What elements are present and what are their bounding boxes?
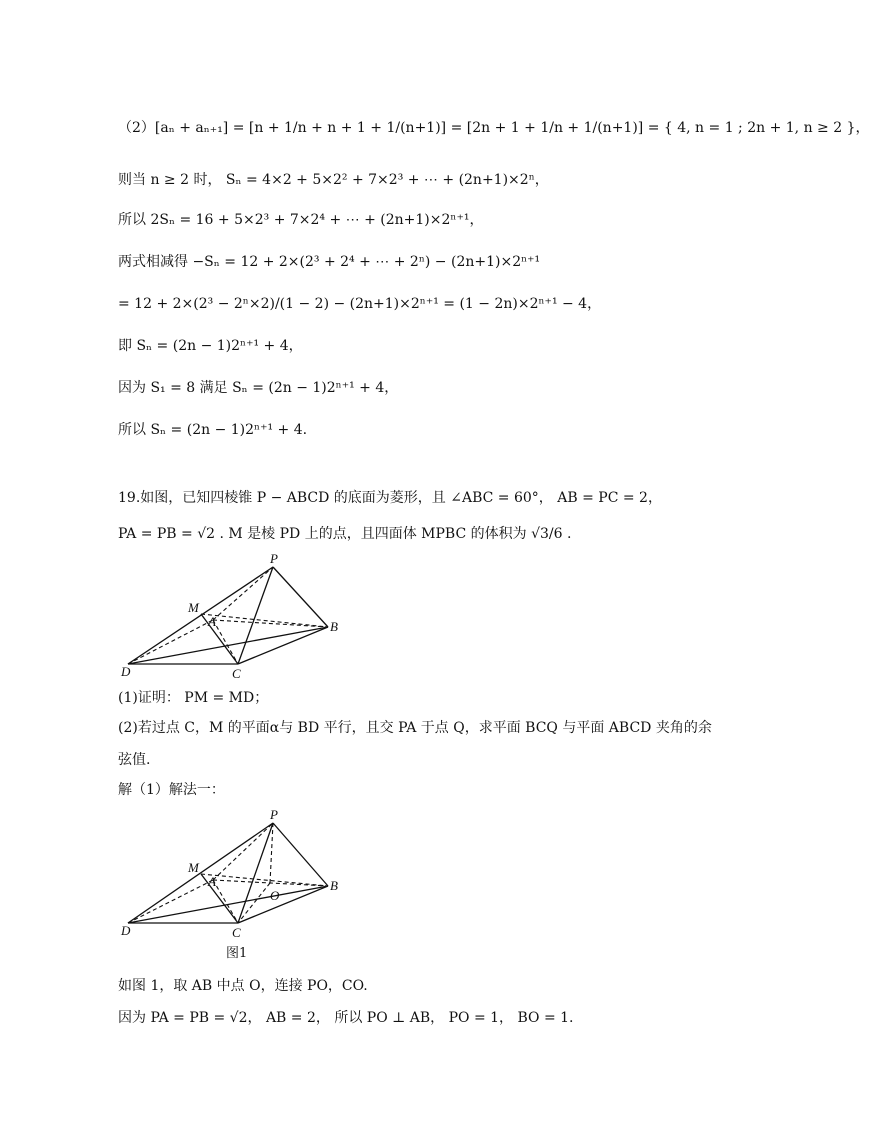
part2-line1: （2）[aₙ + aₙ₊₁] = [n + 1/n + n + 1 + 1/(n+1)] = [2n + 1 + 1/n + 1/(n+1)] = { 4, n = 1 ; 2n + 1, n ≥ 2 }，	[118, 120, 870, 136]
label-M: M	[188, 860, 199, 875]
part2-line5: = 12 + 2×(2³ − 2ⁿ×2)/(1 − 2) − (2n+1)×2ⁿ⁺¹ = (1 − 2n)×2ⁿ⁺¹ − 4，	[118, 296, 602, 312]
pyramid-figure-2	[118, 808, 358, 938]
label-B: B	[330, 878, 338, 893]
part2-line6: 即 Sₙ = (2n − 1)2ⁿ⁺¹ + 4，	[118, 338, 303, 354]
solution-heading: 解（1）解法一：	[118, 782, 225, 798]
question-2: (2)若过点 C，M 的平面α与 BD 平行，且交 PA 于点 Q，求平面 BCQ 与平面 ABCD 夹角的余	[118, 720, 712, 736]
label-B: B	[330, 619, 338, 634]
solution-line2: 因为 PA = PB = √2， AB = 2， 所以 PO ⊥ AB， PO = 1， BO = 1.	[118, 1010, 574, 1026]
label-P: P	[270, 551, 278, 566]
part2-line8: 所以 Sₙ = (2n − 1)2ⁿ⁺¹ + 4.	[118, 422, 308, 438]
problem19-line2: PA = PB = √2 . M 是棱 PD 上的点，且四面体 MPBC 的体积为 √3/6 .	[118, 526, 572, 542]
figure-caption: 图1	[226, 946, 248, 961]
part2-line7: 因为 S₁ = 8 满足 Sₙ = (2n − 1)2ⁿ⁺¹ + 4，	[118, 380, 399, 396]
label-A: A	[208, 614, 216, 629]
label-M: M	[188, 600, 199, 615]
part2-line2: 则当 n ≥ 2 时， Sₙ = 4×2 + 5×2² + 7×2³ + ⋯ + (2n+1)×2ⁿ，	[118, 172, 549, 188]
part2-line3: 所以 2Sₙ = 16 + 5×2³ + 7×2⁴ + ⋯ + (2n+1)×2ⁿ⁺¹，	[118, 212, 484, 228]
problem19-line1: 19.如图，已知四棱锥 P − ABCD 的底面为菱形，且 ∠ABC = 60°， AB = PC = 2，	[118, 490, 662, 506]
label-D: D	[121, 664, 131, 679]
label-O: O	[270, 888, 280, 903]
question-1: (1)证明： PM = MD；	[118, 690, 269, 706]
label-C: C	[232, 925, 241, 940]
label-P: P	[270, 807, 278, 822]
question-2-cont: 弦值.	[118, 752, 151, 768]
label-D: D	[121, 923, 131, 938]
solution-line1: 如图 1，取 AB 中点 O，连接 PO，CO.	[118, 978, 368, 994]
label-C: C	[232, 666, 241, 681]
part2-line4: 两式相减得 −Sₙ = 12 + 2×(2³ + 2⁴ + ⋯ + 2ⁿ) − (2n+1)×2ⁿ⁺¹	[118, 254, 541, 270]
label-A: A	[208, 874, 216, 889]
pyramid-figure-1	[118, 552, 358, 682]
